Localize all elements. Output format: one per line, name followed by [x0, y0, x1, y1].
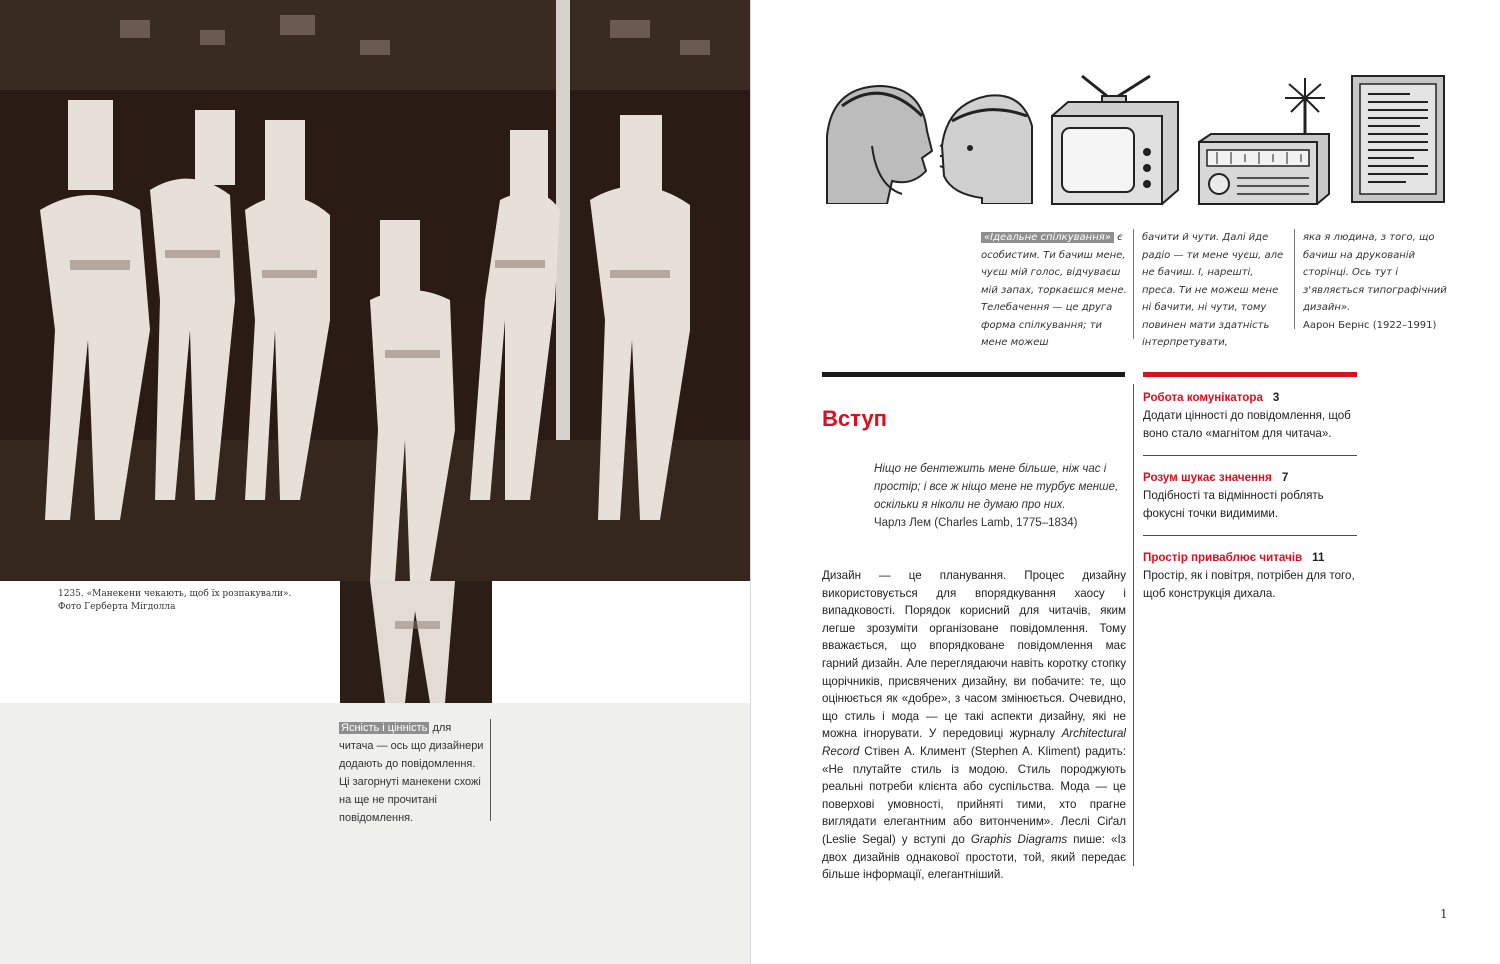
quote-rule-1 [1133, 229, 1134, 339]
side-note [339, 719, 484, 827]
toc-desc: Простір, як і повітря, потрібен для того, щоб конструкція дихала. [1143, 569, 1355, 600]
quote-highlight: «Ідеальне спілкування» [981, 232, 1114, 243]
body-italic-1: Architectural Record [822, 727, 1126, 758]
quote-col2-text: бачити й чути. Далі йде радіо — ти мене чуєш, але не бачиш. І, нарешті, преса. Ти не можеш мене ні бачити, ні чути, тому повинен мати здатність інтерпретувати, [1142, 232, 1284, 348]
section-rule-black [822, 372, 1125, 377]
mannequins-illustration [0, 0, 750, 581]
quote-column-1 [981, 229, 1127, 352]
quote-col3-text: яка я людина, з того, що бачиш на друкованій сторінці. Ось тут і з'являється типографічний дизайн». [1303, 232, 1447, 313]
quote-column-2 [1142, 229, 1286, 352]
toc-page: 7 [1281, 471, 1289, 484]
toc-rule-red [1143, 372, 1357, 377]
quote-column-3 [1303, 229, 1453, 334]
quote-rule-2 [1294, 229, 1295, 329]
page-gutter [750, 0, 751, 964]
toc-desc: Подібності та відмінності роблять фокусні точки видимими. [1143, 489, 1324, 520]
toc-title[interactable]: Робота комунікатора [1143, 391, 1263, 404]
toc-item[interactable] [1143, 549, 1363, 603]
caption-line-2: Фото Герберта Мігдолла [58, 602, 176, 612]
mannequins-photo [0, 0, 750, 581]
toc-item[interactable] [1143, 469, 1363, 523]
body-italic-2: Graphis Diagrams [970, 832, 1068, 846]
quote-col1-text: є особистим. Ти бачиш мене, чуєш мій голос, відчуваєш мій запах, торкаєшся мене. Телебачення — це друга форма спілкування; ти мене можеш [981, 232, 1127, 348]
column-divider [1133, 384, 1134, 866]
side-note-text: для читача — ось що дизайнери додають до повідомлення. Ці загорнуті манекени схожі на ще не прочитані повідомлення. [339, 722, 484, 824]
body-part-3: пише: «Із двох дизайнів однакової простоти, той, який передає більше інформації, елегантніший. [822, 832, 1126, 882]
toc-page: 3 [1272, 391, 1280, 404]
toc-divider [1143, 455, 1357, 456]
caption-line-1: 1235. «Манекени чекають, щоб їх розпакували». [58, 589, 292, 599]
epigraph-text: Ніщо не бентежить мене більше, ніж час і простір; і все ж ніщо мене не турбує менше, оскільки я ніколи не думаю про них. [874, 463, 1119, 511]
toc-title[interactable]: Розум шукає значення [1143, 471, 1272, 484]
side-note-rule [490, 719, 491, 821]
faces-icon [822, 76, 1034, 209]
page-number: 1 [1440, 907, 1448, 921]
section-heading: Вступ [822, 406, 887, 431]
photo-extension-illustration [340, 581, 492, 703]
radio-icon [1197, 74, 1333, 211]
body-part-1: Дизайн — це планування. Процес дизайну використовується для впорядкування хаосу і випадковості. Порядок корисний для читачів, яким легше зрозуміти організоване повідомлення. Тому вважається, що впорядковане повідомлення має гарний дизайн. Але переглядаючи навіть коротку стопку щорічників, присвячених дизайну, ви побачите: те, що оцінюється як «добре», з часом змінюється. Очевидно, що стиль і мода — це такі аспекти дизайну, які не можна ігнорувати. У передовиці журналу [822, 569, 1126, 741]
epigraph-author: Чарлз Лем (Charles Lamb, 1775–1834) [874, 517, 1078, 529]
toc-divider [1143, 535, 1357, 536]
toc-page: 11 [1312, 551, 1325, 564]
side-note-highlight: Ясність і цінність [341, 722, 428, 734]
body-text [822, 567, 1126, 884]
tv-icon [1050, 72, 1182, 211]
quote-author: Аарон Бернс (1922–1991) [1303, 319, 1437, 331]
document-icon [1350, 74, 1446, 209]
photo-caption [58, 588, 291, 614]
toc-title[interactable]: Простір приваблює читачів [1143, 551, 1303, 564]
toc-item[interactable] [1143, 389, 1363, 443]
epigraph [874, 460, 1119, 532]
photo-extension [340, 581, 492, 703]
toc-desc: Додати цінності до повідомлення, щоб воно стало «магнітом для читача». [1143, 409, 1351, 440]
body-part-2: Стівен А. Климент (Stephen A. Kliment) радить: «Не плутайте стиль із модою. Стиль породжують реальні потреби клієнта або суспільства. Мода — це поверхові умовності, прийняті тими, хто прагне виглядати елегантним або витонченим». Леслі Сіґал (Leslie Segal) у вступі до [822, 744, 1126, 846]
